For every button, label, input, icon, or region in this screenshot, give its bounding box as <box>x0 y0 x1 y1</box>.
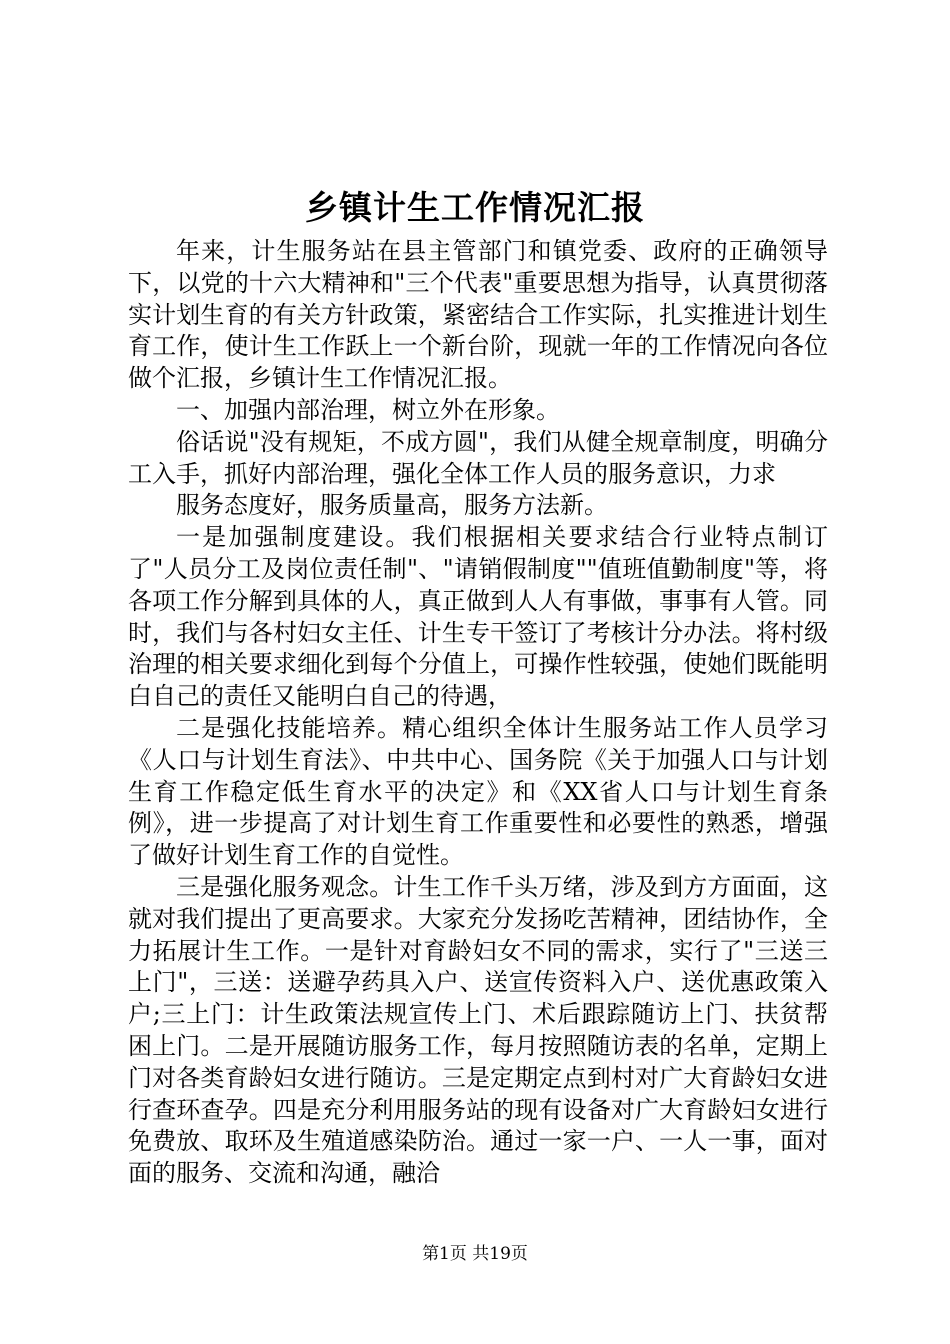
document-body <box>128 236 828 1190</box>
paragraph-service-goals: 服务态度好，服务质量高，服务方法新。 <box>176 491 608 520</box>
document-title: 乡镇计生工作情况汇报 <box>305 188 645 227</box>
paragraph-system-building: 一是加强制度建设。我们根据相关要求结合行业特点制订了"人员分工及岗位责任制"、"请销假制度""值班值勤制度"等，将各项工作分解到具体的人，真正做到人人有事做，事事有人管。同时，我们与各村妇女主任、计生专干签订了考核计分办法。将村级治理的相关要求细化到每个分值上，可操作性较强，使她们既能明白自己的责任又能明白自己的待遇， <box>128 523 828 711</box>
section-heading-1: 一、加强内部治理，树立外在形象。 <box>176 395 560 424</box>
paragraph-proverb: 俗话说"没有规矩，不成方圆"，我们从健全规章制度，明确分工入手，抓好内部治理，强化全体工作人员的服务意识，力求 <box>128 427 828 488</box>
paragraph-intro: 年来，计生服务站在县主管部门和镇党委、政府的正确领导下，以党的十六大精神和"三个代表"重要思想为指导，认真贯彻落实计划生育的有关方针政策，紧密结合工作实际，扎实推进计划生育工作，使计生工作跃上一个新台阶，现就一年的工作情况向各位做个汇报，乡镇计生工作情况汇报。 <box>128 237 828 393</box>
paragraph-service-concept: 三是强化服务观念。计生工作千头万绪，涉及到方方面面，这就对我们提出了更高要求。大家充分发扬吃苦精神，团结协作，全力拓展计生工作。一是针对育龄妇女不同的需求，实行了"三送三上门"，三送：送避孕药具入户、送宣传资料入户、送优惠政策入户;三上门：计生政策法规宣传上门、术后跟踪随访上门、扶贫帮困上门。二是开展随访服务工作，每月按照随访表的名单，定期上门对各类育龄妇女进行随访。三是定期定点到村对广大育龄妇女进行查环查孕。四是充分利用服务站的现有设备对广大育龄妇女进行免费放、取环及生殖道感染防治。通过一家一户、一人一事，面对面的服务、交流和沟通，融洽 <box>128 872 828 1188</box>
page-footer: 第1页 共19页 <box>422 1244 528 1264</box>
paragraph-skills-training: 二是强化技能培养。精心组织全体计生服务站工作人员学习《人口与计划生育法》、中共中心、国务院《关于加强人口与计划生育工作稳定低生育水平的决定》和《XX省人口与计划生育条例》，进一步提高了对计划生育工作重要性和必要性的熟悉，增强了做好计划生育工作的自觉性。 <box>128 713 828 870</box>
